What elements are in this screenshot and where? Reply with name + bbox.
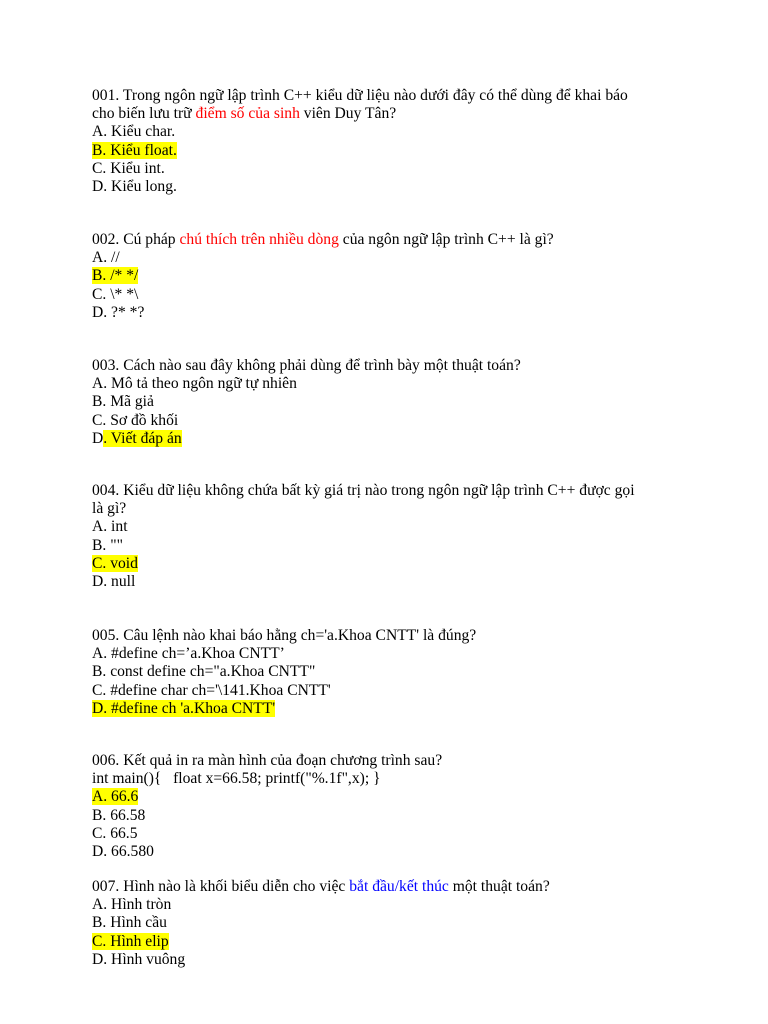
option-d: D. ?* *?	[92, 303, 145, 321]
question-stem: 004. Kiểu dữ liệu không chứa bất kỳ giá trị nào trong ngôn ngữ lập trình C++ được gọi	[92, 482, 635, 499]
correct-answer-highlight: A. 66.6	[92, 788, 139, 806]
option-d: D. Kiểu long.	[92, 178, 177, 196]
question-stem: 002. Cú pháp chú thích trên nhiều dòng của ngôn ngữ lập trình C++ là gì?	[92, 231, 554, 248]
option-a: A. Kiểu char.	[92, 123, 176, 141]
option-d: D. 66.580	[92, 843, 154, 861]
option-c: C. #define char ch='\141.Khoa CNTT'	[92, 681, 331, 699]
correct-answer-highlight: B. /* */	[92, 267, 139, 285]
question-005	[92, 627, 692, 718]
question-stem: 001. Trong ngôn ngữ lập trình C++ kiểu dữ liệu nào dưới đây có thể dùng để khai báo	[92, 87, 628, 104]
option-d: D. Viết đáp án	[92, 429, 182, 447]
option-c	[92, 933, 692, 951]
option-d: D. null	[92, 573, 136, 591]
option-b: B. Hình cầu	[92, 914, 167, 932]
question-stem-line2: cho biến lưu trữ điểm số của sinh viên Duy Tân?	[92, 105, 397, 123]
question-stem: 007. Hình nào là khối biểu diễn cho việc bắt đầu/kết thúc một thuật toán?	[92, 878, 550, 895]
option-d: D. Hình vuông	[92, 950, 186, 968]
question-002	[92, 231, 692, 322]
option-c: C. 66.5	[92, 824, 138, 842]
option-a: A. Hình tròn	[92, 896, 172, 914]
option-b: B. Mã giả	[92, 393, 154, 411]
option-c: C. Kiểu int.	[92, 159, 165, 177]
option-c: C. Sơ đồ khối	[92, 411, 179, 429]
question-stem: 006. Kết quả in ra màn hình của đoạn chương trình sau?	[92, 752, 443, 769]
question-007	[92, 878, 692, 969]
correct-answer-highlight: C. void	[92, 554, 138, 572]
option-c: C. \* *\	[92, 285, 139, 303]
option-b: B. ""	[92, 536, 123, 554]
option-d	[92, 700, 692, 718]
question-003	[92, 357, 692, 448]
code-snippet: int main(){ float x=66.58; printf("%.1f",x); }	[92, 770, 381, 788]
option-a: A. int	[92, 518, 128, 536]
question-stem: 005. Câu lệnh nào khai báo hằng ch='a.Khoa CNTT' là đúng?	[92, 627, 477, 644]
option-a: A. Mô tả theo ngôn ngữ tự nhiên	[92, 375, 297, 393]
option-a	[92, 788, 692, 806]
keyword-red: chú thích trên nhiều dòng	[179, 231, 339, 248]
option-a: A. //	[92, 249, 120, 267]
option-b	[92, 267, 692, 285]
keyword-red: điểm số của sinh	[195, 105, 300, 123]
question-001	[92, 87, 692, 196]
question-006	[92, 752, 692, 861]
option-c	[92, 555, 692, 573]
correct-answer-highlight: D. #define ch 'a.Khoa CNTT'	[92, 699, 276, 717]
correct-answer-highlight: C. Hình elip	[92, 932, 169, 950]
question-stem: 003. Cách nào sau đây không phải dùng để trình bày một thuật toán?	[92, 357, 521, 374]
option-b	[92, 142, 692, 160]
question-004	[92, 482, 692, 591]
correct-answer-highlight: B. Kiểu float.	[92, 141, 177, 159]
option-b: B. 66.58	[92, 806, 146, 824]
keyword-blue: bắt đầu/kết thúc	[349, 878, 449, 895]
option-a: A. #define ch=’a.Khoa CNTT’	[92, 645, 285, 663]
question-stem-line2: là gì?	[92, 500, 127, 518]
option-b: B. const define ch="a.Khoa CNTT"	[92, 663, 316, 681]
correct-answer-highlight: . Viết đáp án	[103, 429, 182, 447]
